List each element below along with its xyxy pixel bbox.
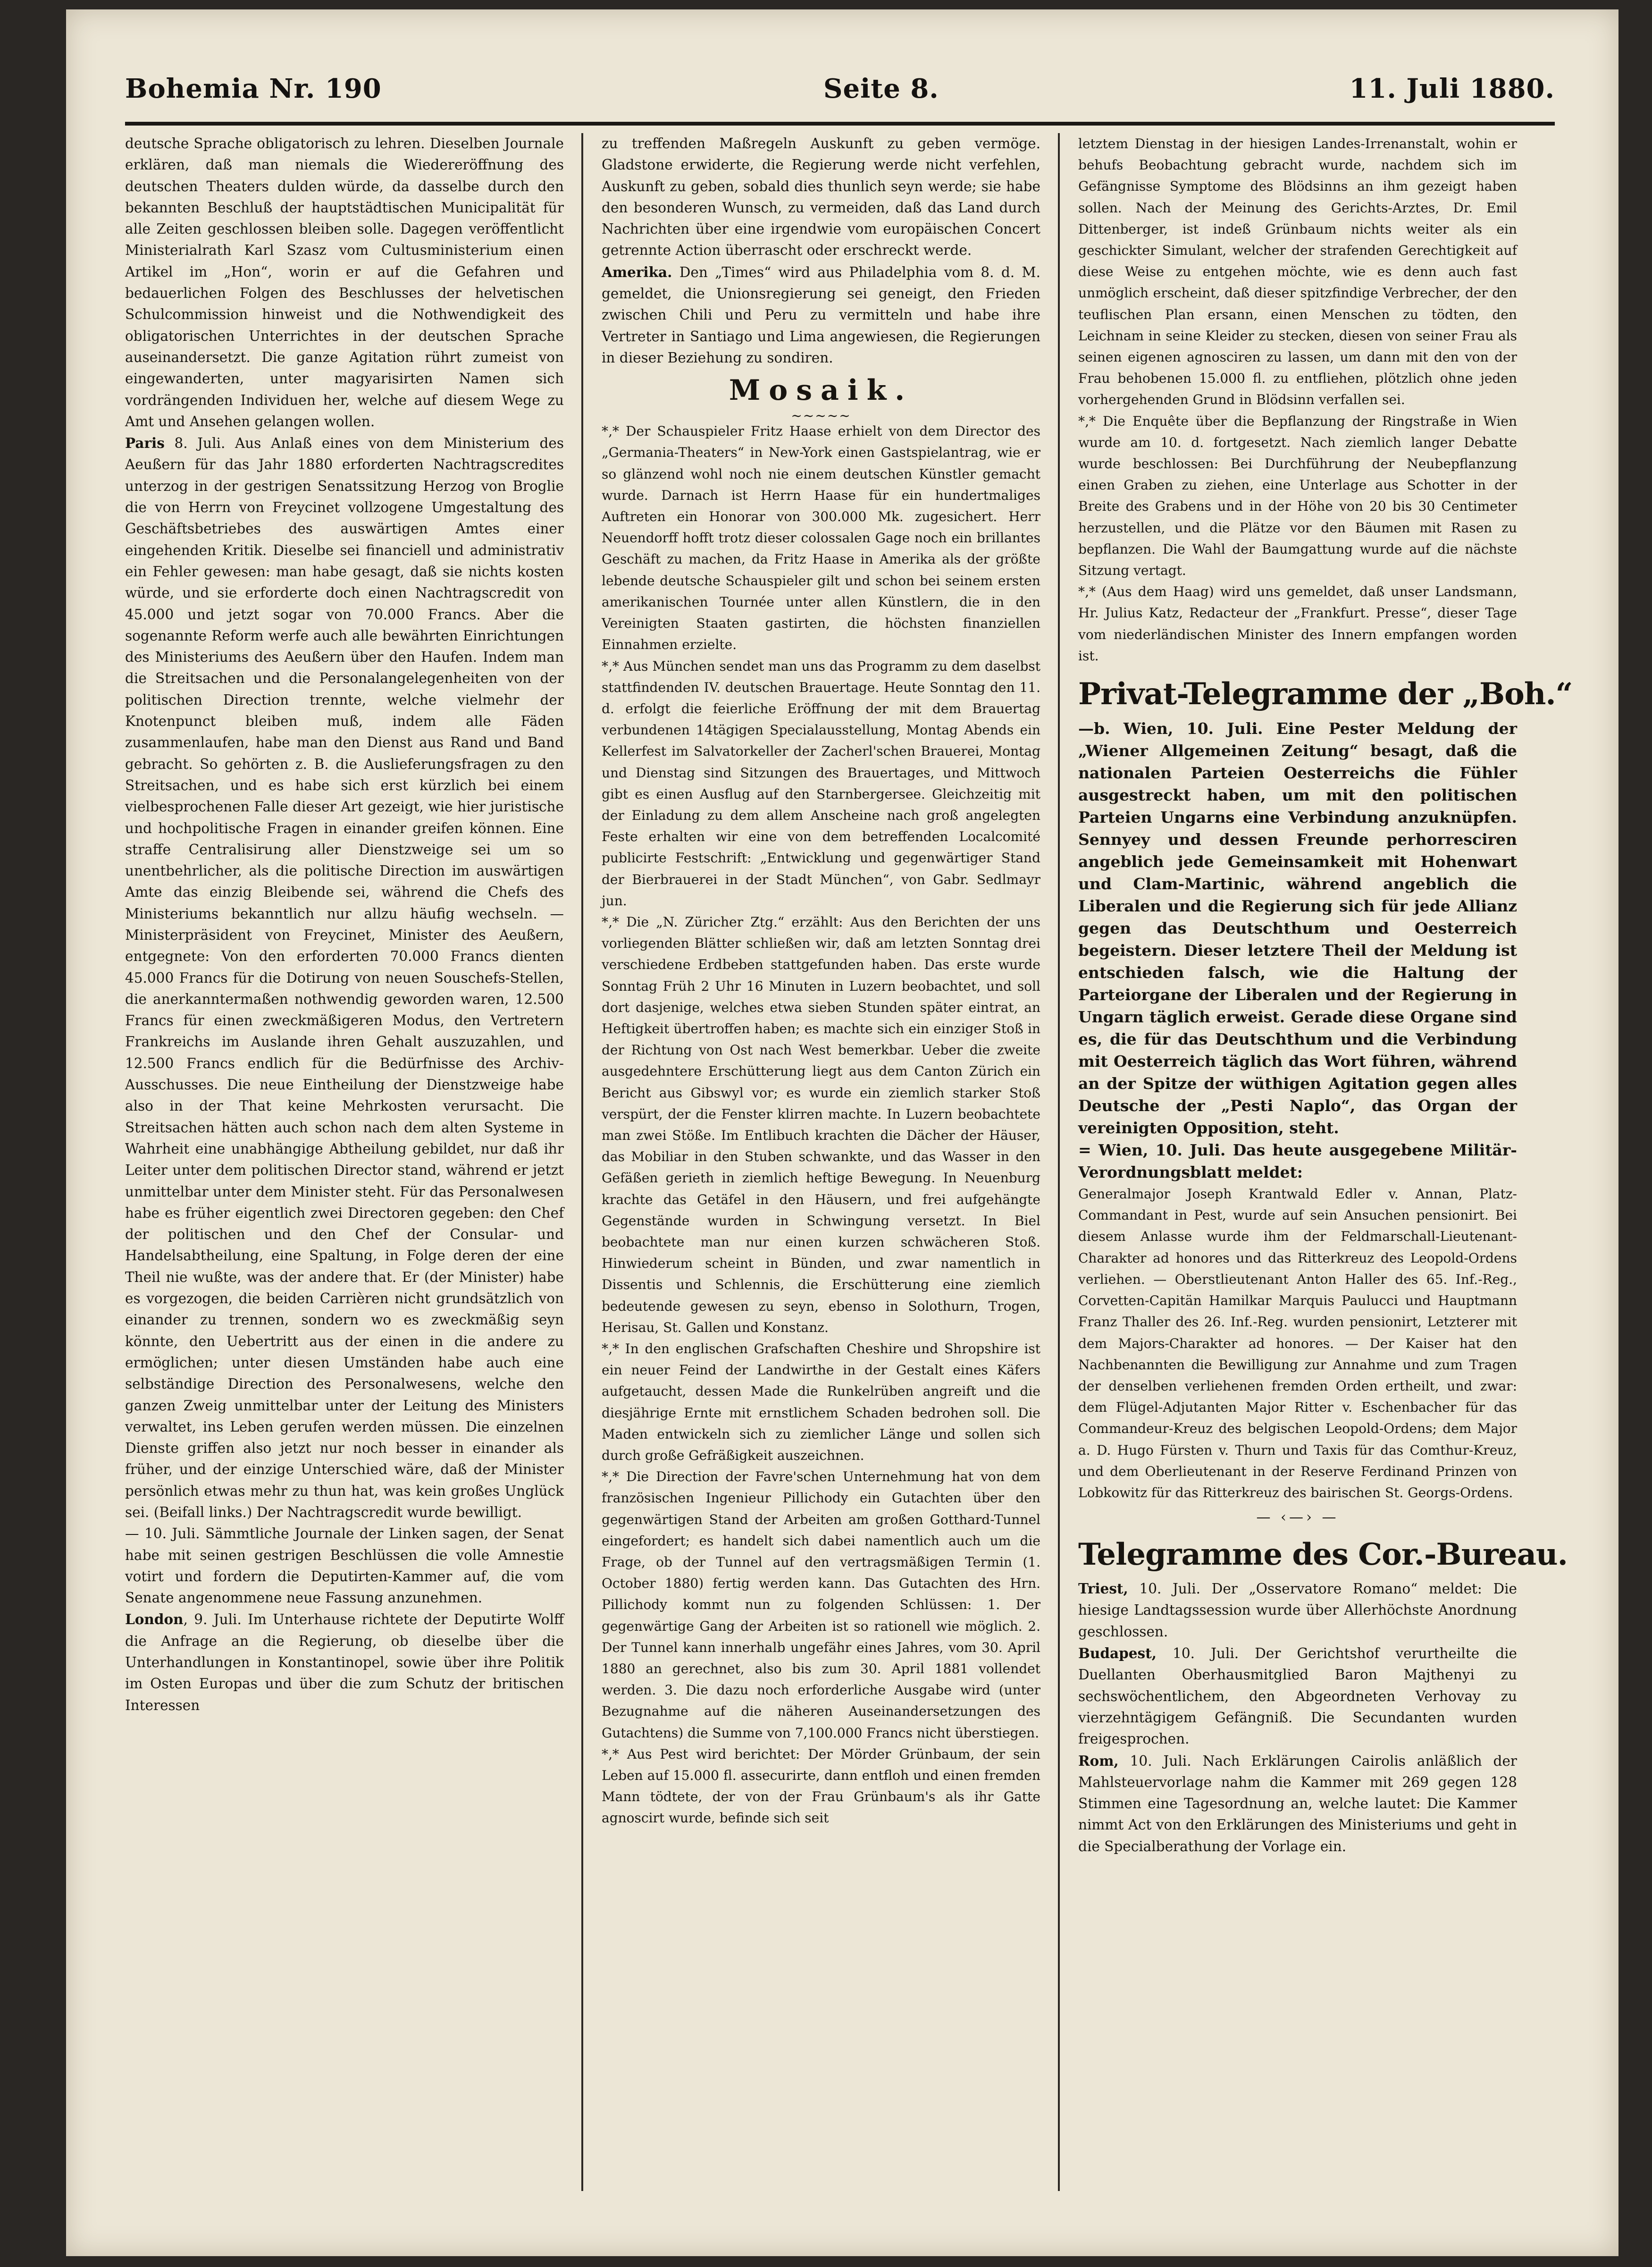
column-divider <box>581 133 583 2191</box>
article-paragraph <box>125 432 564 1523</box>
column-2 <box>602 133 1040 2191</box>
telegram-text: 10. Juli. Der Gerichtshof verurtheilte die Duellanten Oberhausmitglied Baron Majthenyi zu sechswöchentlichem, den Abgeordneten Verhovay zu vierzehntägigem Gefängniß. Die Secundanten wurden freigesprochen. <box>1078 1645 1517 1747</box>
header-page-number: Seite 8. <box>823 73 939 104</box>
article-paragraph: *‚* Die Direction der Favre'schen Unternehmung hat von dem französischen Ingenieur Pillichody ein Gutachten über den gegenwärtigen Stand der Arbeiten am großen Gotthard-Tunnel eingefordert; es handelt sich dabei namentlich auch um die Frage, ob der Tunnel auf den vertragsmäßigen Termin (1. October 1880) fertig werden kann. Das Gutachten des Hrn. Pillichody kommt nun zu folgenden Schlüssen: 1. Der gegenwärtige Gang der Arbeiten ist so rationell wie möglich. 2. Der Tunnel kann innerhalb ungefähr eines Jahres, vom 30. April 1880 an gerechnet, also bis zum 30. April 1881 vollendet werden. 3. Die dazu noch erforderliche Ausgabe wird (unter Bezugnahme auf die näheren Auseinandersetzungen des Gutachtens) die Summe von 7,100.000 Francs nicht überstiegen. <box>602 1469 1040 1741</box>
article-paragraph: — 10. Juli. Sämmtliche Journale der Linken sagen, der Senat habe mit seinen gestrigen Beschlüssen die volle Amnestie votirt und fordern die Deputirten-Kammer auf, die vom Senate angenommene neue Fassung anzunehmen. <box>125 1525 564 1606</box>
article-paragraph: *‚* Aus München sendet man uns das Programm zu dem daselbst stattfindenden IV. deutschen Brauertage. Heute Sonntag den 11. d. erfolgt die feierliche Eröffnung der mit dem Brauertag verbundenen 14tägigen Specialausstellung, Montag Abends ein Kellerfest im Salvatorkeller der Zacherl'schen Brauerei, Montag und Dienstag sind Sitzungen des Brauertages, und Mittwoch gibt es einen Ausflug auf den Starnbergersee. Gleichzeitig mit der Einladung zu dem allem Anscheine nach groß angelegten Feste erhalten wir eine von dem betreffenden Localcomité publicirte Festschrift: „Entwicklung und gegenwärtiger Stand der Bierbrauerei in der Stadt München“, von Gabr. Sedlmayr jun. <box>602 658 1040 909</box>
article-paragraph: *‚* Aus Pest wird berichtet: Der Mörder Grünbaum, der sein Leben auf 15.000 fl. assecurirte, dann entfloh und einen fremden Mann tödtete, der von der Frau Grünbaum's als ihr Gatte agnoscirt wurde, befinde sich seit <box>602 1746 1040 1826</box>
telegram-text: 10. Juli. Nach Erklärungen Cairolis anläßlich der Mahlsteuervorlage nahm die Kammer mit 269 gegen 128 Stimmen eine Tagesordnung an, welche lautet: Die Kammer nimmt Act von den Erklärungen des Ministeriums und geht in die Specialberathung der Vorlage ein. <box>1078 1753 1517 1854</box>
header-rule <box>125 122 1555 126</box>
ornament: ~~~~~ <box>791 408 851 424</box>
section-heading-private-telegrams: Privat-Telegramme der „Boh.“ <box>1078 676 1573 712</box>
telegram-paragraph <box>1078 717 1517 1139</box>
dateline-city: Rom, <box>1078 1752 1119 1769</box>
telegram-paragraph <box>1078 1139 1517 1183</box>
article-paragraph: *‚* In den englischen Grafschaften Cheshire und Shropshire ist ein neuer Feind der Landwirthe in der Gestalt eines Käfers aufgetaucht, dessen Made die Runkelrüben angreift und die diesjährige Ernte mit ernstlichem Schaden bedrohen soll. Die Maden entwickeln sich zu ziemlicher Länge und sollen sich durch große Gefräßigkeit auszeichnen. <box>602 1341 1040 1464</box>
column-divider <box>1058 133 1060 2191</box>
dateline-city: Paris <box>125 435 165 452</box>
dateline-city: Budapest, <box>1078 1645 1157 1662</box>
article-text: 8. Juli. Aus Anlaß eines von dem Ministerium des Aeußern für das Jahr 1880 erforderten Nachtragscredites unterzog in der gestrigen Senatssitzung Herzog von Broglie die von Herrn von Freycinet vollzogene Umgestaltung des Geschäftsbetriebes des auswärtigen Amtes einer eingehenden Kritik. Dieselbe sei financiell und administrativ ein Fehler gewesen: man habe gesagt, daß sie nichts kosten würde, und sie erforderte doch einen Nachtragscredit von 45.000 und jetzt sogar von 70.000 Francs. Aber die sogenannte Reform werfe auch alle bewährten Einrichtungen des Ministeriums des Aeußern über den Haufen. Indem man die Streitsachen und die Personalangelegenheiten von der politischen Direction trennte, welche vielmehr der Knotenpunct bleiben muß, indem alle Fäden zusammenlaufen, habe man den Dienst aus Rand und Band gebracht. So gehörten z. B. die Auslieferungsfragen zu den Streitsachen, und es habe sich erst kürzlich bei einem vielbesprochenen Falle dieser Art gezeigt, wie hier juristische und hochpolitische Fragen in einander greifen können. Eine straffe Centralisirung aller Dienstzweige sei um so unentbehrlicher, als die politische Direction im auswärtigen Amte das einzig Bleibende sei, während die Chefs des Ministeriums bekanntlich nur allzu häufig wechseln. — Ministerpräsident von Freycinet, Minister des Aeußern, entgegnete: Von den erforderten 70.000 Francs dienten 45.000 Francs für die Dotirung von neuen Souschefs-Stellen, die anerkanntermaßen nothwendig geworden waren, 12.500 Francs für einen zweckmäßigeren Modus, den Vertretern Frankreichs im Auslande ihren Gehalt auszuzahlen, und 12.500 Francs endlich für die Bedürfnisse des Archiv-Ausschusses. Die neue Eintheilung der Dienstzweige habe also in der That keine Mehrkosten verursacht. Die Streitsachen hätten auch schon nach dem alten Systeme in Wahrheit eine unabhängige Abtheilung gebildet, nur daß ihr Leiter unter dem politischen Director stand, während er jetzt unmittelbar unter dem Minister steht. Für das Personalwesen habe es früher eigentlich zwei Directoren gegeben: den Chef der politischen und den Chef der Consular- und Handelsabtheilung, eine Spaltung, in Folge deren der eine Theil nie wußte, was der andere that. Er (der Minister) habe es vorgezogen, die beiden Carrièren nicht grundsätzlich von einander zu trennen, sondern wo es zweckmäßig seyn könnte, den Uebertritt aus der einen in die andere zu ermöglichen; unter diesen Umständen habe auch eine selbständige Direction des Personalwesens, welche den ganzen Zweig unmittelbar unter der Leitung des Ministers verwaltet, ins Leben gerufen werden müssen. Die einzelnen Dienste griffen also jetzt nur noch besser in einander als früher, und der einzige Unterschied wäre, daß der Minister persönlich etwas mehr zu thun hat, was kein großes Unglück sei. (Beifall links.) Der Nachtragscredit wurde bewilligt. <box>125 435 564 1520</box>
article-paragraph: letztem Dienstag in der hiesigen Landes-Irrenanstalt, wohin er behufs Beobachtung gebracht wurde, nachdem sich im Gefängnisse Symptome des Blödsinns an ihm gezeigt haben sollen. Nach der Meinung des Gerichts-Arztes, Dr. Emil Dittenberger, ist indeß Grünbaum nichts weiter als ein geschickter Simulant, welcher der strafenden Gerechtigkeit auf diese Weise zu entgehen möchte, wie es denn auch fast unmöglich erscheint, daß dieser spitzfindige Verbrecher, der den teuflischen Plan ersann, einen Menschen zu tödten, den Leichnam in seine Kleider zu stecken, diesen von seiner Frau als seinen eigenen agnosciren zu lassen, um dann mit den von der Frau behobenen 15.000 fl. zu entfliehen, plötzlich ohne jeden vorhergehenden Grund in Blödsinn verfallen sei. <box>1078 136 1517 408</box>
dateline-city: = Wien, <box>1078 1141 1149 1160</box>
header-publication: Bohemia Nr. 190 <box>125 73 382 104</box>
header-date: 11. Juli 1880. <box>1349 73 1555 104</box>
dateline-city: —b. Wien, <box>1078 719 1174 738</box>
article-paragraph: *‚* Der Schauspieler Fritz Haase erhielt von dem Director des „Germania-Theaters“ in New-York einen Gastspielantrag, wie er so glänzend wohl noch nie einem deutschen Künstler gemacht wurde. Darnach ist Herrn Haase für ein hundertmaliges Auftreten ein Honorar von 300.000 Mk. zugesichert. Herr Neuendorff hofft trotz dieser colossalen Gage noch ein brillantes Geschäft zu machen, da Fritz Haase in Amerika als der größte lebende deutsche Schauspieler gilt und schon bei seinem ersten amerikanischen Tournée unter allen Künstlern, die in den Vereinigten Staaten gastirten, die höchsten finanziellen Einnahmen erzielte. <box>602 423 1040 653</box>
column-1 <box>125 133 564 2191</box>
dateline-city: Triest, <box>1078 1580 1128 1597</box>
dateline-city: London <box>125 1611 184 1628</box>
article-paragraph: *‚* Die „N. Züricher Ztg.“ erzählt: Aus den Berichten der uns vorliegenden Blätter schließen wir, daß am letzten Sonntag drei verschiedene Erdbeben stattgefunden haben. Das erste wurde Sonntag Früh 2 Uhr 16 Minuten in Luzern beobachtet, und soll dort dasjenige, welches etwa sieben Stunden später eintrat, an Heftigkeit übertroffen haben; es machte sich ein einziger Stoß in der Richtung von Ost nach West bemerkbar. Ueber die zweite ausgedehntere Erschütterung liegt aus dem Canton Zürich ein Bericht aus Gibswyl vor; es wurde ein ziemlich starker Stoß verspürt, der die Fenster klirren machte. In Luzern beobachtete man zwei Stöße. Im Entlibuch krachten die Dächer der Häuser, das Mobiliar in den Stuben schwankte, und das Wasser in den Gefäßen gerieth in ziemlich heftige Bewegung. In Neuenburg krachte das Getäfel in den Häusern, und frei aufgehängte Gegenstände wurden in Schwingung versetzt. In Biel beobachtete man nur einen kurzen schwächeren Stoß. Hinwiederum scheint in Bünden, und zwar namentlich in Dissentis und Schlennis, die Erschütterung eine ziemlich bedeutende gewesen zu seyn, ebenso in Solothurn, Trogen, Herisau, St. Gallen und Konstanz. <box>602 914 1040 1335</box>
column-3 <box>1078 133 1573 2191</box>
article-paragraph <box>125 1609 564 1716</box>
section-heading-cor-bureau: Telegramme des Cor.-Bureau. <box>1078 1537 1568 1573</box>
article-paragraph: zu treffenden Maßregeln Auskunft zu geben vermöge. Gladstone erwiderte, die Regierung werde nicht verfehlen, Auskunft zu geben, sobald dies thunlich seyn werde; sie habe den besonderen Wunsch, zu vermeiden, daß das Land durch Nachrichten über eine irgendwie vom europäischen Concert getrennte Action überrascht oder erschreckt werde. <box>602 135 1040 259</box>
telegram-text: 10. Juli. Eine Pester Meldung der „Wiener Allgemeinen Zeitung“ besagt, daß die nationalen Parteien Oesterreichs die Fühler ausgestreckt haben, um mit den politischen Parteien Ungarns eine Verbindung anzuknüpfen. Sennyey und dessen Freunde perhorresciren angeblich jede Gemeinsamkeit mit Hohenwart und Clam-Martinic, während angeblich die Liberalen und die Regierung sich für jede Allianz gegen das Deutschthum und Oesterreich begeistern. Dieser letztere Theil der Meldung ist entschieden falsch, wie die Haltung der Parteiorgane der Liberalen und der Regierung in Ungarn täglich erweist. Gerade diese Organe sind es, die für das Deutschthum und die Verbindung mit Oesterreich täglich das Wort führen, während an der Spitze der wüthigen Agitation gegen alles Deutsche der „Pesti Naplo“, das Organ der vereinigten Opposition, steht. <box>1078 719 1518 1138</box>
dateline-city: Amerika. <box>602 263 672 280</box>
section-heading-mosaik: Mosaik. <box>729 374 914 407</box>
newspaper-page <box>66 9 1618 2256</box>
telegram-paragraph <box>1078 1643 1517 1750</box>
section-divider: — ‹—› — <box>1256 1509 1339 1526</box>
article-paragraph <box>602 261 1040 369</box>
telegram-text: 10. Juli. Der „Osservatore Romano“ meldet: Die hiesige Landtagssession wurde über Allerhöchste Anordnung geschlossen. <box>1078 1581 1517 1640</box>
telegram-paragraph <box>1078 1578 1517 1643</box>
article-paragraph: *‚* (Aus dem Haag) wird uns gemeldet, daß unser Landsmann, Hr. Julius Katz, Redacteur der „Frankfurt. Presse“, dieser Tage vom niederländischen Minister des Innern empfangen worden ist. <box>1078 584 1517 664</box>
article-paragraph: *‚* Die Enquête über die Bepflanzung der Ringstraße in Wien wurde am 10. d. fortgesetzt. Nach ziemlich langer Debatte wurde beschlossen: Bei Durchführung der Neubepflanzung einen Graben zu ziehen, eine Unterlage aus Schotter in der Breite des Grabens und in der Höhe von 20 bis 30 Centimeter herzustellen, und die Plätze vor den Bäumen mit Rasen zu bepflanzen. Die Wahl der Baumgattung wurde auf die nächste Sitzung vertagt. <box>1078 413 1517 579</box>
telegram-text: 10. Juli. Das heute ausgegebene Militär-Verordnungsblatt meldet: <box>1078 1141 1517 1182</box>
article-text: , 9. Juli. Im Unterhause richtete der Deputirte Wolff die Anfrage an die Regierung, ob dieselbe über die Unterhandlungen in Konstantinopel, sowie über ihre Politik im Osten Europas und über die zum Schutz der britischen Interessen <box>125 1611 564 1713</box>
page-header <box>125 73 1555 116</box>
article-paragraph: deutsche Sprache obligatorisch zu lehren. Dieselben Journale erklären, daß man niemals die Wiedereröffnung des deutschen Theaters dulden würde, da dasselbe durch den bekannten Beschluß der hauptstädtischen Municipalität für alle Zeiten geschlossen bleiben solle. Dagegen veröffentlicht Ministerialrath Karl Szasz vom Cultusministerium einen Artikel im „Hon“, worin er auf die Gefahren und bedauerlichen Folgen des Beschlusses der helvetischen Schulcommission hinweist und die Nothwendigkeit des obligatorischen Unterrichtes in der deutschen Sprache auseinandersetzt. Die ganze Agitation rührt zumeist von eingewanderten, unter magyarisirten Namen sich vordrängenden Individuen her, welche auf diesem Wege zu Amt und Ansehen gelangen wollen. <box>125 135 564 430</box>
telegram-paragraph <box>1078 1750 1517 1857</box>
article-text: Den „Times“ wird aus Philadelphia vom 8. d. M. gemeldet, die Unionsregierung sei geneigt, den Frieden zwischen Chili und Peru zu vermitteln und habe ihre Vertreter in Santiago und Lima angewiesen, die Regierungen in dieser Beziehung zu sondiren. <box>602 264 1040 366</box>
article-paragraph: Generalmajor Joseph Krantwald Edler v. Annan, Platz-Commandant in Pest, wurde auf sein Ansuchen pensionirt. Bei diesem Anlasse wurde ihm der Feldmarschall-Lieutenant-Charakter ad honores und das Ritterkreuz des Leopold-Ordens verliehen. — Oberstlieutenant Anton Haller des 65. Inf.-Reg., Corvetten-Capitän Hamilkar Marquis Paulucci und Hauptmann Franz Thaller des 26. Inf.-Reg. wurden pensionirt, Letzterer mit dem Majors-Charakter ad honores. — Der Kaiser hat den Nachbenannten die Bewilligung zur Annahme und zum Tragen der denselben verliehenen fremden Orden ertheilt, und zwar: dem Flügel-Adjutanten Major Ritter v. Eschenbacher für das Commandeur-Kreuz des belgischen Leopold-Ordens; dem Major a. D. Hugo Fürsten v. Thurn und Taxis für das Comthur-Kreuz, und dem Oberlieutenant in der Reserve Ferdinand Prinzen von Lobkowitz für das Ritterkreuz des bairischen St. Georgs-Ordens. <box>1078 1186 1517 1500</box>
